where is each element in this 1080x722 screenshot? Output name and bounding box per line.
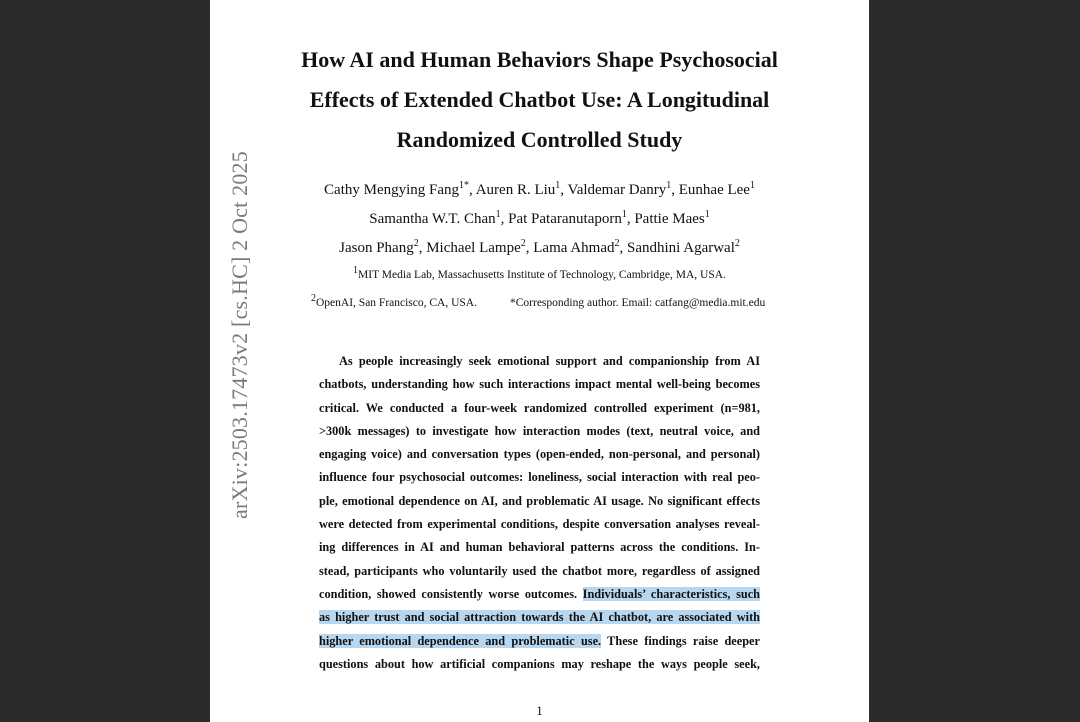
title-line: Effects of Extended Chatbot Use: A Longitudinal <box>309 87 770 112</box>
author-line: Cathy Mengying Fang$^{1*}$, Auren R. Liu$^1$, Valdemar Danry$^1$, Eunhae Lee$^1$ <box>324 180 755 198</box>
abstract-text: ing differences in AI and human behavioral patterns across the conditions. In- <box>319 540 760 555</box>
abstract-line <box>319 420 760 443</box>
abstract-text: As people increasingly seek emotional support and companionship from AI <box>339 354 760 368</box>
author-affiliation-mark: 2 <box>734 238 740 249</box>
author-name: Lama Ahmad <box>533 240 615 256</box>
abstract-line <box>319 513 760 536</box>
author-name: Cathy Mengying Fang <box>324 182 460 198</box>
highlighted-text: Individuals’ characteristics, such <box>582 586 760 601</box>
abstract-text: were detected from experimental conditions, despite conversation analyses reveal- <box>319 517 760 532</box>
author-affiliation-mark: 1 <box>704 209 710 220</box>
title-line: Randomized Controlled Study <box>396 127 683 152</box>
affiliation-mark: 2 <box>311 293 316 305</box>
author-affiliation-mark: 1 <box>621 209 627 220</box>
abstract-line <box>319 560 760 583</box>
abstract-line <box>319 490 760 513</box>
highlighted-text: higher emotional dependence and problematic use. <box>319 633 602 648</box>
author-affiliation-mark: 2 <box>520 238 526 249</box>
author-list <box>210 176 869 263</box>
abstract-text: condition, showed consistently worse outcomes. <box>319 586 583 601</box>
author-name: Auren R. Liu <box>475 182 556 198</box>
author-affiliation-mark: 1 <box>749 180 755 191</box>
affiliation-text: OpenAI, San Francisco, CA, USA. <box>316 297 477 309</box>
abstract-text: ple, emotional dependence on AI, and problematic AI usage. No significant effects <box>319 493 760 508</box>
author-affiliation-mark: 1 <box>555 180 561 191</box>
author-name: Jason Phang <box>339 240 414 256</box>
abstract-text: engaging voice) and conversation types (open-ended, non-personal, and personal) <box>319 447 760 462</box>
abstract <box>319 350 760 676</box>
abstract-text: critical. We conducted a four-week randomized controlled experiment (n=981, <box>319 400 760 415</box>
affiliation-openai <box>311 293 477 309</box>
author-affiliation-mark: 2 <box>614 238 620 249</box>
abstract-line <box>319 653 760 676</box>
corresponding-author: *Corresponding author. Email: catfang@media.mit.edu <box>510 297 766 309</box>
author-name: Pat Pataranutaporn <box>508 211 622 227</box>
abstract-text: influence four psychosocial outcomes: loneliness, social interaction with real peo- <box>319 470 760 485</box>
affiliation-mark: 1 <box>353 265 359 277</box>
abstract-line <box>319 373 760 396</box>
arxiv-identifier: arXiv:2503.17473v2 [cs.HC] 2 Oct 2025 <box>227 151 252 519</box>
abstract-line <box>319 466 760 489</box>
author-name: Samantha W.T. Chan <box>369 211 496 227</box>
author-name: Michael Lampe <box>426 240 521 256</box>
author-name: Sandhini Agarwal <box>626 240 735 256</box>
abstract-line <box>319 583 760 606</box>
affiliation-text: MIT Media Lab, Massachusetts Institute of Technology, Cambridge, MA, USA. <box>358 269 726 281</box>
abstract-line <box>319 443 760 466</box>
highlighted-text: as higher trust and social attraction towards the AI chatbot, are associated with <box>319 610 760 625</box>
abstract-text: These findings raise deeper <box>601 633 760 648</box>
abstract-line <box>319 606 760 629</box>
affiliation-mit <box>210 265 869 281</box>
author-name: Pattie Maes <box>634 211 705 227</box>
author-affiliation-mark: 1* <box>459 180 470 191</box>
author-affiliation-mark: 1 <box>666 180 672 191</box>
author-line: Samantha W.T. Chan$^1$, Pat Pataranutaporn$^1$, Pattie Maes$^1$ <box>369 209 710 227</box>
page-number: 1 <box>536 703 543 718</box>
author-affiliation-mark: 1 <box>495 209 501 220</box>
abstract-line <box>319 397 760 420</box>
abstract-text: stead, participants who voluntarily used the chatbot more, regardless of assigned <box>319 563 760 578</box>
abstract-text: >300k messages) to investigate how interaction modes (text, neutral voice, and <box>319 423 760 438</box>
author-name: Eunhae Lee <box>678 182 750 198</box>
author-name: Valdemar Danry <box>567 182 667 198</box>
abstract-line <box>319 536 760 559</box>
abstract-line <box>319 630 760 653</box>
abstract-line <box>319 350 760 373</box>
paper-title <box>210 40 869 160</box>
abstract-text: chatbots, understanding how such interactions impact mental well-being becomes <box>319 377 760 392</box>
title-line: How AI and Human Behaviors Shape Psychosocial <box>301 47 778 72</box>
abstract-text: questions about how artificial companions may reshape the ways people seek, <box>319 656 760 671</box>
author-line: Jason Phang$^2$, Michael Lampe$^2$, Lama Ahmad$^2$, Sandhini Agarwal$^2$ <box>339 238 740 256</box>
author-affiliation-mark: 2 <box>413 238 419 249</box>
